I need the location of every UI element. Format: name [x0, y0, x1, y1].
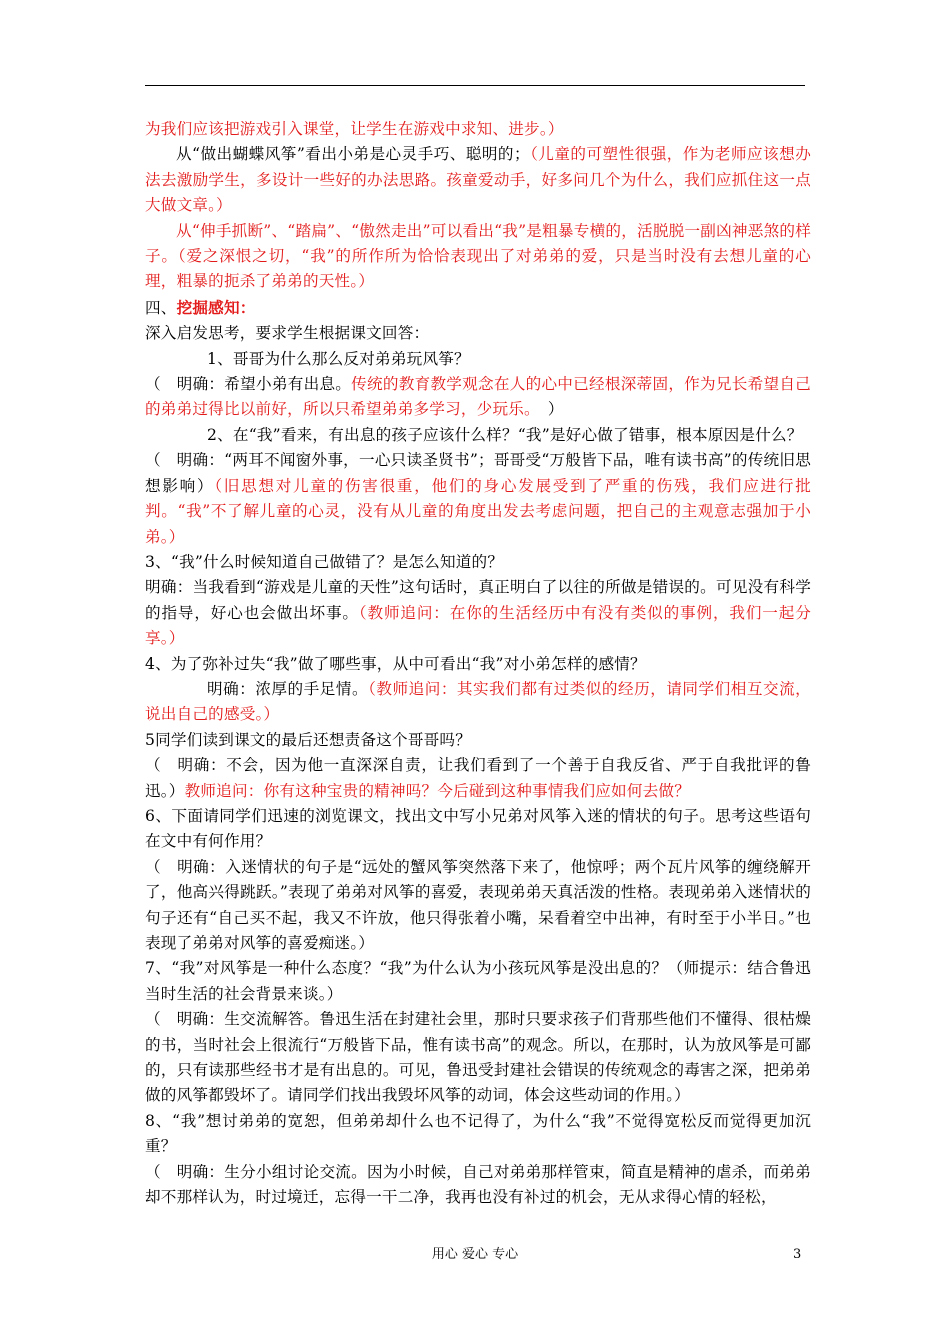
text-span: （儿童的可塑性很强，作为老师应该想办法去激励学生，多设计一些好的办法思路。孩童爱动手，好多问几个为什么，我们应抓住这一点大做文章。） [145, 145, 811, 215]
text-span: （ 明确：希望小弟有出息。 [145, 375, 352, 394]
text-span: （ 明确：生分小组讨论交流。因为小时候，自己对弟弟那样管束，简直是精神的虐杀，而弟弟却不那样认为，时过境迁，忘得一干二净，我再也没有补过的机会，无从求得心情的轻松， [145, 1162, 811, 1207]
text-span: ） [532, 400, 564, 419]
text-span: （ 明确：不会，因为他一直深深自责，让我们看到了一个善于自我反省、严于自我批评的鲁迅。） [145, 756, 811, 800]
text-span: 3、“我”什么时候知道自己做错了？是怎么知道的？ [145, 552, 504, 571]
page-number: 3 [793, 1247, 802, 1262]
text-span: 四、 [145, 298, 177, 317]
section-title: 挖掘感知： [176, 297, 256, 317]
question-8 [145, 1109, 811, 1160]
text-span: 6、下面请同学们迅速的浏览课文，找出文中写小兄弟对风筝入迷的情状的句子。思考这些语句在文中有何作用？ [145, 806, 811, 851]
text-span: （ 明确：生交流解答。鲁迅生活在封建社会里，那时只要求孩子们背那些他们不懂得、很枯燥的书，当时社会上很流行“万般皆下品，惟有读书高”的观念。所以，在那时，认为放风筝是可鄙的，只有读那些经书才是有出息的。可见，鲁迅受封建社会错误的传统观念的毒害之深，把弟弟做的风筝都毁坏了。请同学们找出我毁坏风筝的动词，体会这些动词的作用。） [145, 1010, 811, 1105]
text-span: （ 明确：“两耳不闻窗外事，一心只读圣贤书”；哥哥受“万般皆下品，唯有读书高”的传统旧思想影响） [145, 451, 811, 495]
text-span: （旧思想对儿童的伤害很重，他们的身心发展受到了严重的伤残，我们应进行批判。“我”不了解儿童的心灵，没有从儿童的角度出发去考虑问题，把自己的主观意志强加于小弟。） [145, 476, 811, 546]
footer-slogan: 用心 爱心 专心 [431, 1247, 519, 1262]
answer-1 [145, 372, 811, 423]
text-span: 1、哥哥为什么那么反对弟弟玩风筝？ [207, 349, 470, 368]
section-heading-4 [145, 295, 811, 321]
question-6 [145, 804, 811, 855]
document-body [145, 117, 811, 1210]
question-7 [145, 956, 811, 1007]
text-span: 明确：当我看到“游戏是儿童的天性”这句话时，真正明白了以往的所做是错误的。可见没有科学的指导，好心也会做出坏事。 [145, 578, 811, 622]
text-span: 8、“我”想讨弟弟的宽恕，但弟弟却什么也不记得了，为什么“我”不觉得宽松反而觉得更加沉重？ [145, 1111, 811, 1156]
question-1 [145, 347, 811, 372]
paragraph-instruction [145, 321, 811, 346]
text-span: 从“伸手抓断”、“踏扁”、“傲然走出”可以看出“我”是粗暴专横的，活脱脱一副凶神恶煞的样子。（爱之深恨之切，“我”的所作所为恰恰表现出了对弟弟的爱，只是当时没有去想儿童的心理，粗暴的扼杀了弟弟的天性。） [145, 221, 811, 291]
text-span: 为我们应该把游戏引入课堂，让学生在游戏中求知、进步。） [145, 120, 564, 138]
text-span: 从“做出蝴蝶风筝”看出小弟是心灵手巧、聪明的； [176, 145, 530, 164]
paragraph-butterfly-kite [145, 142, 811, 218]
answer-5 [145, 753, 811, 804]
paragraph-game-classroom [145, 117, 811, 142]
header-rule [145, 85, 805, 86]
paragraph-rough-brother [145, 219, 811, 295]
answer-8 [145, 1160, 811, 1211]
text-span: （教师追问：在你的生活经历中有没有类似的事例，我们一起分享。） [145, 603, 811, 648]
text-span: 明确：浓厚的手足情。 [207, 679, 369, 698]
text-span: 2、在“我”看来，有出息的孩子应该什么样？“我”是好心做了错事，根本原因是什么？ [207, 425, 803, 444]
question-2 [145, 423, 811, 448]
answer-2 [145, 448, 811, 550]
text-span: （ 明确：入迷情状的句子是“远处的蟹风筝突然落下来了，他惊呼；两个瓦片风筝的缠绕解开了，他高兴得跳跃。”表现了弟弟对风筝的喜爱，表现弟弟天真活泼的性格。表现弟弟入迷情状的句子还有“自己买不起，我又不许放，他只得张着小嘴，呆看着空中出神，有时至于小半日。”也表现了弟弟对风筝的喜爱痴迷。） [145, 857, 811, 952]
text-span: 4、为了弥补过失“我”做了哪些事，从中可看出“我”对小弟怎样的感情？ [145, 654, 646, 673]
question-3 [145, 550, 811, 575]
answer-3 [145, 575, 811, 651]
text-span: 7、“我”对风筝是一种什么态度？“我”为什么认为小孩玩风筝是没出息的？（师提示：结合鲁迅当时生活的社会背景来谈。） [145, 959, 811, 1003]
answer-6 [145, 855, 811, 957]
text-span: 5同学们读到课文的最后还想责备这个哥哥吗？ [145, 730, 471, 749]
text-span: 深入启发思考，要求学生根据课文回答： [145, 324, 430, 343]
text-span: （教师追问：其实我们都有过类似的经历，请同学们相互交流，说出自己的感受。） [145, 679, 811, 724]
answer-4 [145, 677, 811, 728]
answer-7 [145, 1007, 811, 1109]
text-span: 教师追问：你有这种宝贵的精神吗？今后碰到这种事情我们应如何去做？ [184, 781, 690, 800]
text-span: 传统的教育教学观念在人的心中已经根深蒂固，作为兄长希望自己的弟弟过得比以前好，所以只希望弟弟多学习，少玩乐。 [145, 375, 811, 419]
question-4 [145, 652, 811, 677]
question-5 [145, 728, 811, 753]
